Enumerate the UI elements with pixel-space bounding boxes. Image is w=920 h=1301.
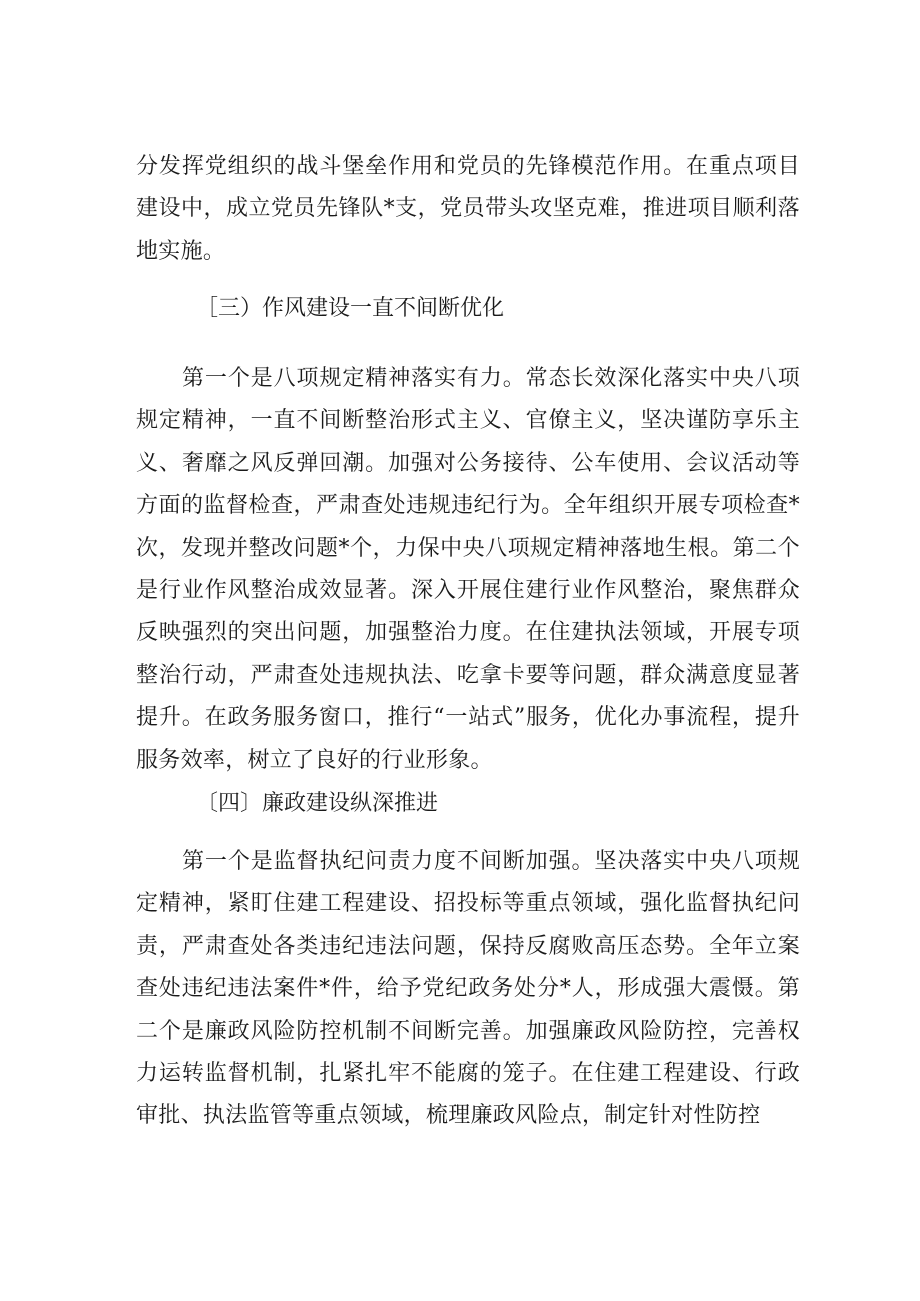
paragraph-continuation: 分发挥党组织的战斗堡垒作用和党员的先锋模范作用。在重点项目建设中，成立党员先锋队*支，党员带头攻坚克难，推进项目顺利落地实施。 (136, 154, 800, 264)
paragraph-style-building: 第一个是八项规定精神落实有力。常态长效深化落实中央八项规定精神，一直不间断整治形式主义、官僚主义，坚决谨防享乐主义、奢靡之风反弹回潮。加强对公务接待、公车使用、会议活动等方面的监督检查，严肃查处违规违纪行为。全年组织开展专项检查*次，发现并整改问题*个，力保中央八项规定精神落地生根。第二个是行业作风整治成效显著。深入开展住建行业作风整治，聚焦群众反映强烈的突出问题，加强整治力度。在住建执法领域，开展专项整治行动，严肃查处违规执法、吃拿卡要等问题，群众满意度显著提升。在政务服务窗口，推行“一站式”服务，优化办事流程，提升服务效率，树立了良好的行业形象。 (136, 366, 800, 773)
section-heading-3: ［三）作风建设一直不间断优化 (196, 296, 505, 321)
paragraph-integrity-building: 第一个是监督执纪问责力度不间断加强。坚决落实中央八项规定精神，紧盯住建工程建设、招投标等重点领域，强化监督执纪问责，严肃查处各类违纪违法问题，保持反腐败高压态势。全年立案查处违纪违法案件*件，给予党纪政务处分*人，形成强大震慑。第二个是廉政风险防控机制不间断完善。加强廉政风险防控，完善权力运转监督机制，扎紧扎牢不能腐的笼子。在住建工程建设、行政审批、执法监管等重点领域，梳理廉政风险点，制定针对性防控 (136, 849, 800, 1129)
section-heading-4: 〔四〕廉政建设纵深推进 (196, 791, 439, 816)
